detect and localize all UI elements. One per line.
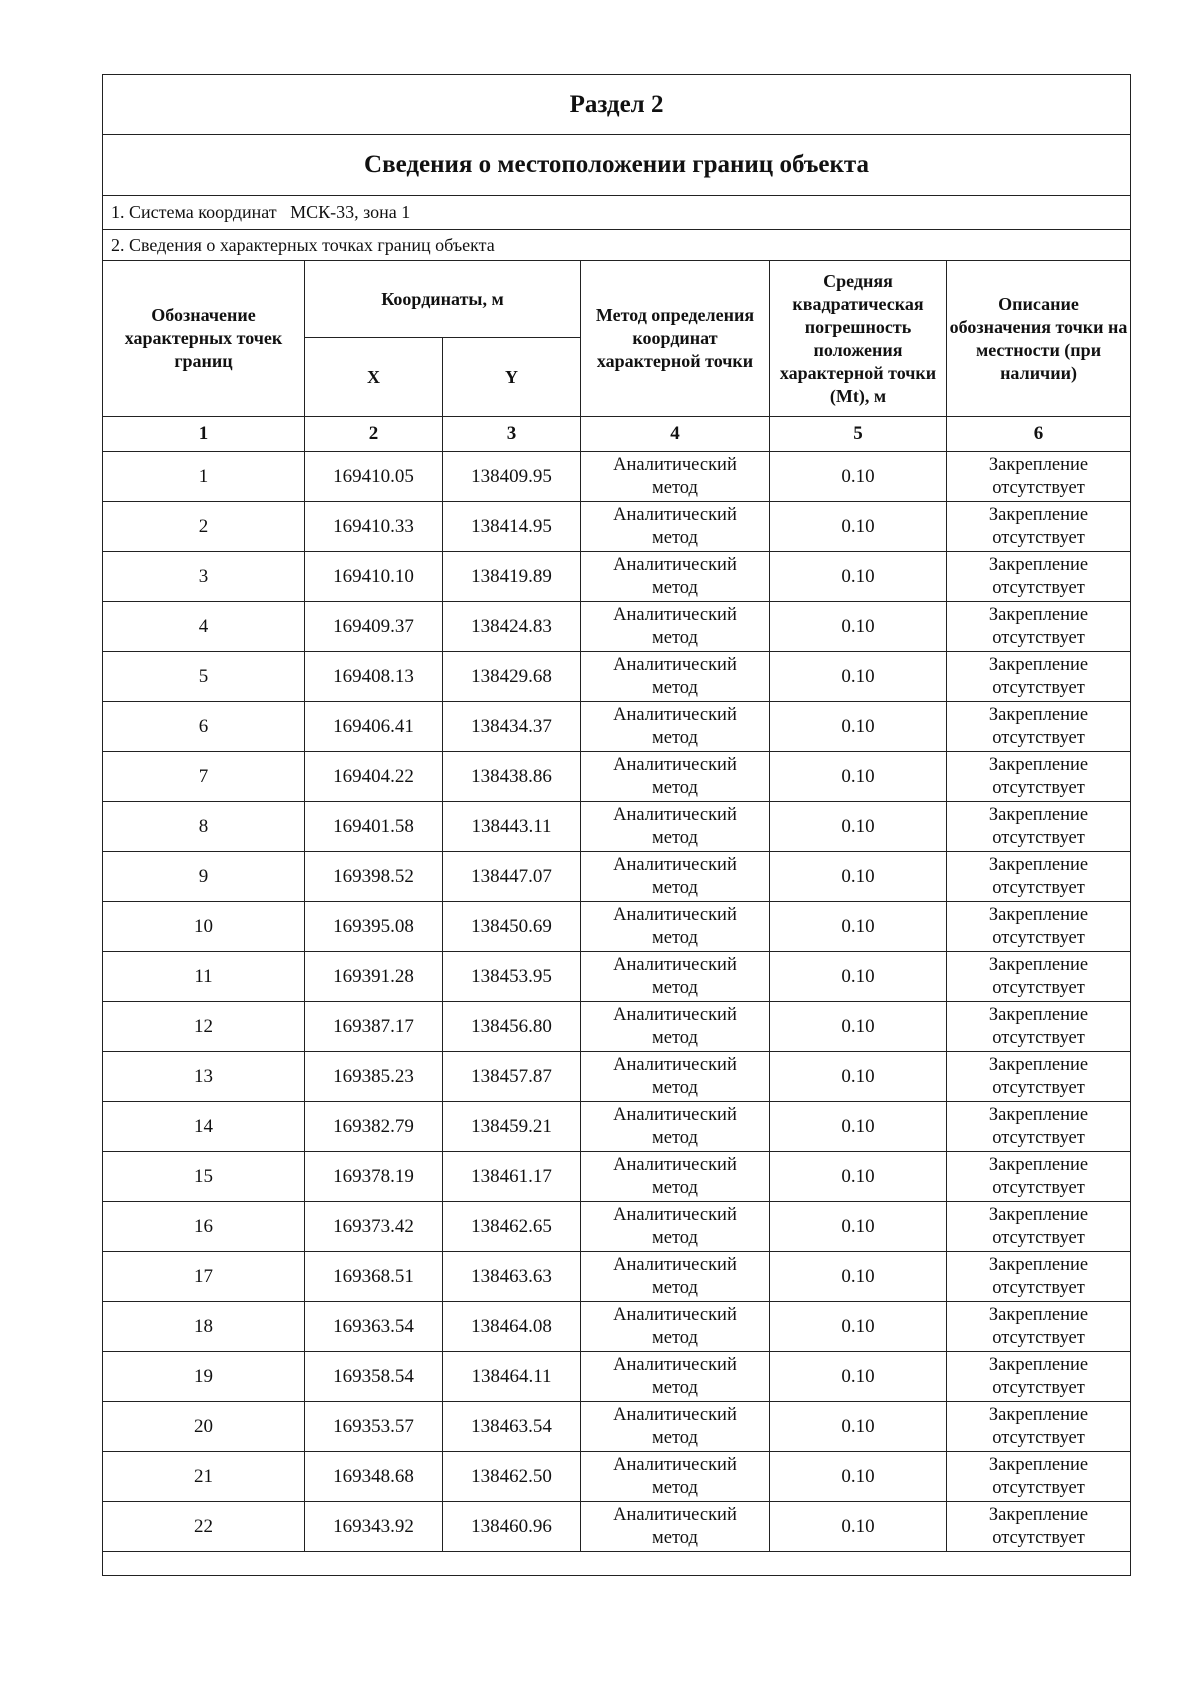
coord-x: 169382.79	[305, 1102, 443, 1152]
method-line-2: метод	[652, 1077, 698, 1098]
description-cell	[947, 1202, 1131, 1252]
description-line-1: Закрепление	[988, 704, 1089, 725]
coord-x: 169387.17	[305, 1002, 443, 1052]
method-cell	[581, 1002, 770, 1052]
description-line-2: отсутствует	[992, 727, 1085, 748]
section-title: Раздел 2	[103, 75, 1131, 135]
method-line-2: метод	[652, 777, 698, 798]
error-value: 0.10	[770, 552, 947, 602]
coord-y: 138463.63	[443, 1252, 581, 1302]
error-value: 0.10	[770, 502, 947, 552]
table-row	[103, 602, 1131, 652]
coord-x: 169363.54	[305, 1302, 443, 1352]
table-row	[103, 1152, 1131, 1202]
description-line-1: Закрепление	[988, 654, 1089, 675]
method-line-1: Аналитический	[613, 1154, 737, 1175]
method-cell	[581, 652, 770, 702]
coord-x: 169353.57	[305, 1402, 443, 1452]
coord-x: 169343.92	[305, 1502, 443, 1552]
coord-y: 138424.83	[443, 602, 581, 652]
method-line-1: Аналитический	[613, 1454, 737, 1475]
coord-x: 169348.68	[305, 1452, 443, 1502]
coord-system-label: 1. Система координат	[111, 202, 277, 222]
coord-y: 138464.11	[443, 1352, 581, 1402]
method-line-1: Аналитический	[613, 804, 737, 825]
error-value: 0.10	[770, 452, 947, 502]
description-line-1: Закрепление	[988, 1154, 1089, 1175]
coord-y: 138438.86	[443, 752, 581, 802]
description-line-2: отсутствует	[992, 927, 1085, 948]
table-row	[103, 1002, 1131, 1052]
point-number: 17	[103, 1252, 305, 1302]
coord-y: 138450.69	[443, 902, 581, 952]
method-cell	[581, 852, 770, 902]
description-cell	[947, 852, 1131, 902]
method-cell	[581, 952, 770, 1002]
coord-x: 169358.54	[305, 1352, 443, 1402]
method-cell	[581, 1152, 770, 1202]
error-value: 0.10	[770, 702, 947, 752]
coord-x: 169401.58	[305, 802, 443, 852]
point-number: 4	[103, 602, 305, 652]
description-cell	[947, 552, 1131, 602]
error-value: 0.10	[770, 1252, 947, 1302]
table-row	[103, 552, 1131, 602]
boundary-points-table	[102, 74, 1131, 1576]
method-cell	[581, 1252, 770, 1302]
description-cell	[947, 1102, 1131, 1152]
description-line-2: отсутствует	[992, 1127, 1085, 1148]
method-line-2: метод	[652, 1177, 698, 1198]
empty-row	[103, 1552, 1131, 1576]
description-line-2: отсутствует	[992, 1427, 1085, 1448]
method-line-2: метод	[652, 1427, 698, 1448]
error-value: 0.10	[770, 1302, 947, 1352]
description-cell	[947, 1502, 1131, 1552]
point-number: 6	[103, 702, 305, 752]
table-row	[103, 802, 1131, 852]
description-cell	[947, 602, 1131, 652]
method-line-2: метод	[652, 1477, 698, 1498]
coord-x: 169410.05	[305, 452, 443, 502]
method-line-1: Аналитический	[613, 504, 737, 525]
column-number: 2	[305, 417, 443, 452]
description-line-2: отсутствует	[992, 577, 1085, 598]
header-point-designation: Обозначение характерных точек границ	[103, 261, 305, 417]
method-line-1: Аналитический	[613, 1204, 737, 1225]
point-number: 13	[103, 1052, 305, 1102]
method-cell	[581, 552, 770, 602]
method-cell	[581, 902, 770, 952]
method-cell	[581, 452, 770, 502]
description-line-2: отсутствует	[992, 1477, 1085, 1498]
description-cell	[947, 752, 1131, 802]
description-line-1: Закрепление	[988, 454, 1089, 475]
method-line-1: Аналитический	[613, 454, 737, 475]
error-value: 0.10	[770, 1002, 947, 1052]
coord-y: 138453.95	[443, 952, 581, 1002]
column-number: 3	[443, 417, 581, 452]
table-row	[103, 502, 1131, 552]
table-row	[103, 1252, 1131, 1302]
column-number: 1	[103, 417, 305, 452]
coord-system-value: МСК-33, зона 1	[290, 202, 411, 222]
description-line-1: Закрепление	[988, 1054, 1089, 1075]
description-cell	[947, 952, 1131, 1002]
method-line-2: метод	[652, 1227, 698, 1248]
column-number: 5	[770, 417, 947, 452]
header-error: Средняя квадратическая погрешность положения характерной точки (Mt), м	[770, 261, 947, 417]
description-line-1: Закрепление	[988, 604, 1089, 625]
method-cell	[581, 1302, 770, 1352]
point-number: 5	[103, 652, 305, 702]
description-line-2: отсутствует	[992, 827, 1085, 848]
description-line-2: отсутствует	[992, 627, 1085, 648]
coord-y: 138459.21	[443, 1102, 581, 1152]
method-cell	[581, 1052, 770, 1102]
point-number: 18	[103, 1302, 305, 1352]
description-line-2: отсутствует	[992, 1227, 1085, 1248]
error-value: 0.10	[770, 1452, 947, 1502]
table-row	[103, 752, 1131, 802]
description-line-2: отсутствует	[992, 777, 1085, 798]
description-line-1: Закрепление	[988, 1354, 1089, 1375]
method-line-2: метод	[652, 1377, 698, 1398]
points-title: 2. Сведения о характерных точках границ объекта	[103, 230, 1131, 261]
description-line-1: Закрепление	[988, 1254, 1089, 1275]
method-line-2: метод	[652, 477, 698, 498]
point-number: 9	[103, 852, 305, 902]
coord-y: 138462.65	[443, 1202, 581, 1252]
description-cell	[947, 1302, 1131, 1352]
error-value: 0.10	[770, 1152, 947, 1202]
description-line-2: отсутствует	[992, 477, 1085, 498]
table-row	[103, 1202, 1131, 1252]
method-line-1: Аналитический	[613, 754, 737, 775]
method-cell	[581, 1402, 770, 1452]
table-row	[103, 1402, 1131, 1452]
coord-y: 138414.95	[443, 502, 581, 552]
point-number: 11	[103, 952, 305, 1002]
description-cell	[947, 1052, 1131, 1102]
coord-x: 169404.22	[305, 752, 443, 802]
description-cell	[947, 652, 1131, 702]
coord-x: 169409.37	[305, 602, 443, 652]
error-value: 0.10	[770, 652, 947, 702]
column-number: 4	[581, 417, 770, 452]
method-line-1: Аналитический	[613, 1004, 737, 1025]
method-cell	[581, 702, 770, 752]
point-number: 21	[103, 1452, 305, 1502]
error-value: 0.10	[770, 902, 947, 952]
error-value: 0.10	[770, 752, 947, 802]
coord-y: 138419.89	[443, 552, 581, 602]
description-line-1: Закрепление	[988, 1404, 1089, 1425]
point-number: 19	[103, 1352, 305, 1402]
coord-x: 169408.13	[305, 652, 443, 702]
error-value: 0.10	[770, 852, 947, 902]
description-line-1: Закрепление	[988, 554, 1089, 575]
method-line-1: Аналитический	[613, 1054, 737, 1075]
point-number: 2	[103, 502, 305, 552]
point-number: 16	[103, 1202, 305, 1252]
description-cell	[947, 1352, 1131, 1402]
method-line-2: метод	[652, 1127, 698, 1148]
section-subtitle: Сведения о местоположении границ объекта	[103, 135, 1131, 196]
description-line-1: Закрепление	[988, 1304, 1089, 1325]
table-row	[103, 902, 1131, 952]
description-line-2: отсутствует	[992, 1177, 1085, 1198]
method-line-1: Аналитический	[613, 904, 737, 925]
description-cell	[947, 1002, 1131, 1052]
point-number: 8	[103, 802, 305, 852]
coord-x: 169406.41	[305, 702, 443, 752]
error-value: 0.10	[770, 802, 947, 852]
method-line-1: Аналитический	[613, 604, 737, 625]
point-number: 22	[103, 1502, 305, 1552]
description-cell	[947, 452, 1131, 502]
error-value: 0.10	[770, 1402, 947, 1452]
method-line-1: Аналитический	[613, 1304, 737, 1325]
error-value: 0.10	[770, 952, 947, 1002]
table-row	[103, 452, 1131, 502]
table-row	[103, 652, 1131, 702]
method-line-1: Аналитический	[613, 704, 737, 725]
method-line-1: Аналитический	[613, 854, 737, 875]
description-line-1: Закрепление	[988, 1454, 1089, 1475]
description-line-1: Закрепление	[988, 854, 1089, 875]
method-cell	[581, 802, 770, 852]
coord-x: 169395.08	[305, 902, 443, 952]
error-value: 0.10	[770, 1102, 947, 1152]
coord-y: 138447.07	[443, 852, 581, 902]
method-line-1: Аналитический	[613, 1254, 737, 1275]
coord-x: 169410.10	[305, 552, 443, 602]
table-row	[103, 702, 1131, 752]
error-value: 0.10	[770, 1052, 947, 1102]
coord-x: 169368.51	[305, 1252, 443, 1302]
description-line-2: отсутствует	[992, 877, 1085, 898]
header-y: Y	[443, 338, 581, 417]
point-number: 1	[103, 452, 305, 502]
description-line-2: отсутствует	[992, 1527, 1085, 1548]
method-cell	[581, 1202, 770, 1252]
description-cell	[947, 702, 1131, 752]
coord-y: 138456.80	[443, 1002, 581, 1052]
header-coordinates: Координаты, м	[305, 261, 581, 338]
column-number: 6	[947, 417, 1131, 452]
coord-x: 169398.52	[305, 852, 443, 902]
method-line-2: метод	[652, 627, 698, 648]
description-cell	[947, 502, 1131, 552]
method-line-2: метод	[652, 827, 698, 848]
description-line-2: отсутствует	[992, 1327, 1085, 1348]
method-line-2: метод	[652, 577, 698, 598]
table-row	[103, 1452, 1131, 1502]
method-cell	[581, 1102, 770, 1152]
empty-cell	[103, 1552, 1131, 1576]
description-cell	[947, 1402, 1131, 1452]
point-number: 12	[103, 1002, 305, 1052]
description-line-1: Закрепление	[988, 904, 1089, 925]
coord-x: 169385.23	[305, 1052, 443, 1102]
description-line-2: отсутствует	[992, 1027, 1085, 1048]
method-line-1: Аналитический	[613, 554, 737, 575]
method-line-2: метод	[652, 977, 698, 998]
coord-x: 169373.42	[305, 1202, 443, 1252]
table-row	[103, 1302, 1131, 1352]
method-line-1: Аналитический	[613, 1504, 737, 1525]
coord-y: 138462.50	[443, 1452, 581, 1502]
method-cell	[581, 602, 770, 652]
coord-y: 138464.08	[443, 1302, 581, 1352]
method-cell	[581, 502, 770, 552]
description-cell	[947, 1252, 1131, 1302]
method-line-2: метод	[652, 877, 698, 898]
description-line-1: Закрепление	[988, 954, 1089, 975]
coord-y: 138460.96	[443, 1502, 581, 1552]
method-line-1: Аналитический	[613, 954, 737, 975]
description-line-2: отсутствует	[992, 677, 1085, 698]
method-cell	[581, 1452, 770, 1502]
coord-y: 138429.68	[443, 652, 581, 702]
error-value: 0.10	[770, 1352, 947, 1402]
error-value: 0.10	[770, 1502, 947, 1552]
coord-y: 138457.87	[443, 1052, 581, 1102]
table-row	[103, 852, 1131, 902]
method-line-2: метод	[652, 1277, 698, 1298]
description-cell	[947, 1452, 1131, 1502]
coord-x: 169391.28	[305, 952, 443, 1002]
table-row	[103, 1052, 1131, 1102]
method-line-1: Аналитический	[613, 654, 737, 675]
coord-x: 169410.33	[305, 502, 443, 552]
description-line-1: Закрепление	[988, 804, 1089, 825]
method-line-2: метод	[652, 527, 698, 548]
method-line-1: Аналитический	[613, 1354, 737, 1375]
method-line-2: метод	[652, 1327, 698, 1348]
point-number: 3	[103, 552, 305, 602]
description-line-2: отсутствует	[992, 977, 1085, 998]
method-line-2: метод	[652, 727, 698, 748]
coord-system-row	[103, 196, 1131, 230]
header-x: X	[305, 338, 443, 417]
description-line-2: отсутствует	[992, 1277, 1085, 1298]
point-number: 14	[103, 1102, 305, 1152]
point-number: 20	[103, 1402, 305, 1452]
method-line-2: метод	[652, 927, 698, 948]
coord-y: 138409.95	[443, 452, 581, 502]
description-line-2: отсутствует	[992, 1077, 1085, 1098]
method-cell	[581, 1502, 770, 1552]
description-cell	[947, 802, 1131, 852]
method-cell	[581, 1352, 770, 1402]
table-row	[103, 1502, 1131, 1552]
method-line-2: метод	[652, 1027, 698, 1048]
method-line-2: метод	[652, 677, 698, 698]
table-row	[103, 952, 1131, 1002]
header-method: Метод определения координат характерной точки	[581, 261, 770, 417]
error-value: 0.10	[770, 1202, 947, 1252]
method-cell	[581, 752, 770, 802]
description-line-1: Закрепление	[988, 1204, 1089, 1225]
coord-y: 138443.11	[443, 802, 581, 852]
coord-y: 138461.17	[443, 1152, 581, 1202]
description-line-1: Закрепление	[988, 1504, 1089, 1525]
description-line-1: Закрепление	[988, 754, 1089, 775]
method-line-1: Аналитический	[613, 1104, 737, 1125]
method-line-2: метод	[652, 1527, 698, 1548]
point-number: 7	[103, 752, 305, 802]
error-value: 0.10	[770, 602, 947, 652]
description-line-1: Закрепление	[988, 1004, 1089, 1025]
description-line-2: отсутствует	[992, 1377, 1085, 1398]
description-line-2: отсутствует	[992, 527, 1085, 548]
method-line-1: Аналитический	[613, 1404, 737, 1425]
point-number: 10	[103, 902, 305, 952]
table-row	[103, 1102, 1131, 1152]
description-cell	[947, 1152, 1131, 1202]
coord-x: 169378.19	[305, 1152, 443, 1202]
point-number: 15	[103, 1152, 305, 1202]
table-row	[103, 1352, 1131, 1402]
description-line-1: Закрепление	[988, 1104, 1089, 1125]
coord-y: 138463.54	[443, 1402, 581, 1452]
description-line-1: Закрепление	[988, 504, 1089, 525]
header-description: Описание обозначения точки на местности (при наличии)	[947, 261, 1131, 417]
description-cell	[947, 902, 1131, 952]
coord-y: 138434.37	[443, 702, 581, 752]
